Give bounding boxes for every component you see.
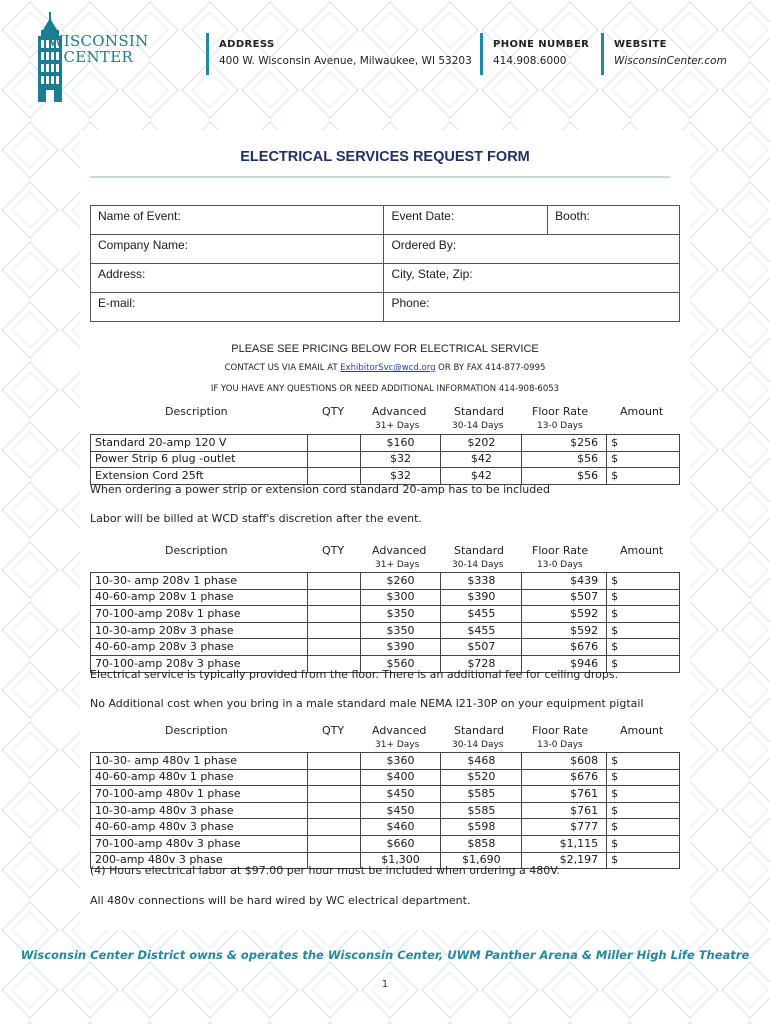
standard-price: $728 xyxy=(441,655,522,672)
col-header-floor-rate: Floor Rate xyxy=(532,405,589,418)
address-field[interactable]: Address: xyxy=(91,264,384,293)
phone-field[interactable]: Phone: xyxy=(384,293,680,322)
floor-rate-price: $761 xyxy=(522,786,607,803)
table-row xyxy=(91,435,680,452)
col-header-amount: Amount xyxy=(620,724,664,737)
table-row xyxy=(91,819,680,836)
col-header-amount: Amount xyxy=(620,544,664,557)
table-row xyxy=(91,802,680,819)
row-description: Standard 20-amp 120 V xyxy=(91,435,308,452)
qty-input[interactable] xyxy=(307,835,360,852)
contact-note xyxy=(0,363,770,373)
standard-price: $468 xyxy=(441,753,522,770)
table-row xyxy=(91,835,680,852)
row-description: 40-60-amp 208v 3 phase xyxy=(91,639,308,656)
floor-rate-price: $761 xyxy=(522,802,607,819)
advanced-price: $450 xyxy=(360,786,441,803)
table-row xyxy=(91,622,680,639)
qty-input[interactable] xyxy=(307,639,360,656)
section-note: All 480v connections will be hard wired by WC electrical department. xyxy=(90,894,471,907)
qty-input[interactable] xyxy=(307,573,360,590)
booth-field[interactable]: Booth: xyxy=(548,206,680,235)
table-row xyxy=(91,573,680,590)
standard-price: $520 xyxy=(441,769,522,786)
qty-input[interactable] xyxy=(307,819,360,836)
col-header-qty: QTY xyxy=(322,724,345,737)
page-title: ELECTRICAL SERVICES REQUEST FORM xyxy=(240,149,530,165)
amount-field[interactable]: $ xyxy=(607,835,680,852)
col-header-description: Description xyxy=(165,405,228,418)
amount-field[interactable]: $ xyxy=(607,639,680,656)
col-header-amount: Amount xyxy=(620,405,664,418)
website-value[interactable]: WisconsinCenter.com xyxy=(614,55,727,67)
advanced-price: $32 xyxy=(360,468,441,485)
col-header-description: Description xyxy=(165,544,228,557)
table-row xyxy=(91,451,680,468)
floor-rate-price: $777 xyxy=(522,819,607,836)
row-description: 40-60-amp 480v 1 phase xyxy=(91,769,308,786)
standard-price: $338 xyxy=(441,573,522,590)
col-sub-floor-rate: 13-0 Days xyxy=(537,560,583,570)
row-description: 10-30-amp 480v 3 phase xyxy=(91,802,308,819)
address-block xyxy=(206,33,472,75)
price-table xyxy=(90,434,680,485)
col-header-qty: QTY xyxy=(322,544,345,557)
col-header-advanced: Advanced xyxy=(372,405,427,418)
address-label: ADDRESS xyxy=(219,39,275,50)
advanced-price: $1,300 xyxy=(360,852,441,869)
amount-field[interactable]: $ xyxy=(607,852,680,869)
floor-rate-price: $439 xyxy=(522,573,607,590)
amount-field[interactable]: $ xyxy=(607,435,680,452)
table-row xyxy=(91,589,680,606)
advanced-price: $32 xyxy=(360,451,441,468)
table-row xyxy=(91,769,680,786)
row-description: 10-30- amp 208v 1 phase xyxy=(91,573,308,590)
page-number: 1 xyxy=(381,979,389,990)
qty-input[interactable] xyxy=(307,468,360,485)
row-description: 70-100-amp 480v 1 phase xyxy=(91,786,308,803)
row-description: 70-100-amp 480v 3 phase xyxy=(91,835,308,852)
col-sub-standard: 30-14 Days xyxy=(452,421,504,431)
phone-block xyxy=(480,33,589,75)
city-state-zip-field[interactable]: City, State, Zip: xyxy=(384,264,680,293)
section-note: When ordering a power strip or extension cord standard 20-amp has to be included xyxy=(90,483,550,496)
floor-rate-price: $56 xyxy=(522,451,607,468)
col-sub-floor-rate: 13-0 Days xyxy=(537,421,583,431)
col-sub-advanced: 31+ Days xyxy=(375,740,420,750)
section-note: No Additional cost when you bring in a male standard male NEMA l21-30P on your equipment pigtail xyxy=(90,697,644,710)
qty-input[interactable] xyxy=(307,589,360,606)
address-value: 400 W. Wisconsin Avenue, Milwaukee, WI 53203 xyxy=(219,55,472,67)
questions-note: IF YOU HAVE ANY QUESTIONS OR NEED ADDITIONAL INFORMATION 414-908-6053 xyxy=(210,384,560,394)
table-row xyxy=(91,786,680,803)
price-table xyxy=(90,752,680,869)
qty-input[interactable] xyxy=(307,753,360,770)
qty-input[interactable] xyxy=(307,622,360,639)
col-header-standard: Standard xyxy=(454,544,505,557)
standard-price: $598 xyxy=(441,819,522,836)
advanced-price: $160 xyxy=(360,435,441,452)
standard-price: $1,690 xyxy=(441,852,522,869)
row-description: 40-60-amp 480v 3 phase xyxy=(91,819,308,836)
website-label: WEBSITE xyxy=(614,39,667,50)
floor-rate-price: $507 xyxy=(522,589,607,606)
table-row xyxy=(91,639,680,656)
amount-field[interactable]: $ xyxy=(607,606,680,623)
event-info-table xyxy=(90,205,680,322)
row-description: 10-30- amp 480v 1 phase xyxy=(91,753,308,770)
phone-label: PHONE NUMBER xyxy=(493,39,590,50)
col-sub-advanced: 31+ Days xyxy=(375,421,420,431)
pricing-note: PLEASE SEE PRICING BELOW FOR ELECTRICAL SERVICE xyxy=(231,343,539,355)
contact-prefix: CONTACT US VIA EMAIL AT xyxy=(224,363,341,373)
col-header-advanced: Advanced xyxy=(372,544,427,557)
logo-line1: WISCONSIN xyxy=(48,32,149,50)
standard-price: $585 xyxy=(441,786,522,803)
section-note: Electrical service is typically provided from the floor. There is an additional fee for ceiling drops. xyxy=(90,668,619,681)
table-row xyxy=(91,753,680,770)
advanced-price: $660 xyxy=(360,835,441,852)
amount-field[interactable]: $ xyxy=(607,451,680,468)
floor-rate-price: $608 xyxy=(522,753,607,770)
event-name-field[interactable]: Name of Event: xyxy=(91,206,384,235)
ordered-by-field[interactable]: Ordered By: xyxy=(384,235,680,264)
qty-input[interactable] xyxy=(307,769,360,786)
standard-price: $202 xyxy=(441,435,522,452)
company-name-field[interactable]: Company Name: xyxy=(91,235,384,264)
standard-price: $455 xyxy=(441,622,522,639)
contact-email-link[interactable]: ExhibitorSvc@wcd.org xyxy=(340,363,436,373)
amount-field[interactable]: $ xyxy=(607,802,680,819)
row-description: Power Strip 6 plug -outlet xyxy=(91,451,308,468)
logo-wordmark xyxy=(48,33,149,65)
row-description: 70-100-amp 208v 1 phase xyxy=(91,606,308,623)
qty-input[interactable] xyxy=(307,786,360,803)
logo-line2: CENTER xyxy=(63,48,134,66)
table-row xyxy=(91,468,680,485)
amount-field[interactable]: $ xyxy=(607,655,680,672)
advanced-price: $350 xyxy=(360,606,441,623)
email-field[interactable]: E-mail: xyxy=(91,293,384,322)
advanced-price: $560 xyxy=(360,655,441,672)
col-sub-floor-rate: 13-0 Days xyxy=(537,740,583,750)
floor-rate-price: $676 xyxy=(522,639,607,656)
advanced-price: $460 xyxy=(360,819,441,836)
amount-field[interactable]: $ xyxy=(607,622,680,639)
amount-field[interactable]: $ xyxy=(607,786,680,803)
col-header-advanced: Advanced xyxy=(372,724,427,737)
standard-price: $42 xyxy=(441,451,522,468)
floor-rate-price: $256 xyxy=(522,435,607,452)
floor-rate-price: $676 xyxy=(522,769,607,786)
floor-rate-price: $592 xyxy=(522,606,607,623)
floor-rate-price: $946 xyxy=(522,655,607,672)
footer-text: Wisconsin Center District owns & operates the Wisconsin Center, UWM Panther Arena & Miller High Life Theatre xyxy=(20,948,750,962)
section-note: Labor will be billed at WCD staff's discretion after the event. xyxy=(90,512,422,525)
row-description: 10-30-amp 208v 3 phase xyxy=(91,622,308,639)
standard-price: $585 xyxy=(441,802,522,819)
row-description: 70-100-amp 208v 3 phase xyxy=(91,655,308,672)
title-divider xyxy=(90,176,670,178)
floor-rate-price: $1,115 xyxy=(522,835,607,852)
col-header-standard: Standard xyxy=(454,724,505,737)
amount-field[interactable]: $ xyxy=(607,769,680,786)
amount-field[interactable]: $ xyxy=(607,819,680,836)
floor-rate-price: $56 xyxy=(522,468,607,485)
phone-value: 414.908.6000 xyxy=(493,55,567,67)
qty-input[interactable] xyxy=(307,451,360,468)
standard-price: $455 xyxy=(441,606,522,623)
amount-field[interactable]: $ xyxy=(607,573,680,590)
row-description: Extension Cord 25ft xyxy=(91,468,308,485)
website-block xyxy=(601,33,727,75)
advanced-price: $360 xyxy=(360,753,441,770)
section-note: (4) Hours electrical labor at $97.00 per hour must be included when ordering a 480V. xyxy=(90,864,560,877)
col-sub-standard: 30-14 Days xyxy=(452,740,504,750)
col-sub-standard: 30-14 Days xyxy=(452,560,504,570)
qty-input[interactable] xyxy=(307,606,360,623)
amount-field[interactable]: $ xyxy=(607,753,680,770)
col-header-qty: QTY xyxy=(322,405,345,418)
floor-rate-price: $592 xyxy=(522,622,607,639)
price-table xyxy=(90,572,680,673)
col-header-description: Description xyxy=(165,724,228,737)
advanced-price: $300 xyxy=(360,589,441,606)
advanced-price: $400 xyxy=(360,769,441,786)
floor-rate-price: $2,197 xyxy=(522,852,607,869)
standard-price: $42 xyxy=(441,468,522,485)
row-description: 40-60-amp 208v 1 phase xyxy=(91,589,308,606)
qty-input[interactable] xyxy=(307,435,360,452)
standard-price: $858 xyxy=(441,835,522,852)
table-row xyxy=(91,606,680,623)
row-description: 200-amp 480v 3 phase xyxy=(91,852,308,869)
advanced-price: $350 xyxy=(360,622,441,639)
col-header-floor-rate: Floor Rate xyxy=(532,724,589,737)
standard-price: $390 xyxy=(441,589,522,606)
col-header-standard: Standard xyxy=(454,405,505,418)
col-sub-advanced: 31+ Days xyxy=(375,560,420,570)
event-date-field[interactable]: Event Date: xyxy=(384,206,548,235)
amount-field[interactable]: $ xyxy=(607,468,680,485)
advanced-price: $260 xyxy=(360,573,441,590)
advanced-price: $450 xyxy=(360,802,441,819)
advanced-price: $390 xyxy=(360,639,441,656)
col-header-floor-rate: Floor Rate xyxy=(532,544,589,557)
contact-suffix: OR BY FAX 414-877-0995 xyxy=(435,363,546,373)
qty-input[interactable] xyxy=(307,802,360,819)
amount-field[interactable]: $ xyxy=(607,589,680,606)
standard-price: $507 xyxy=(441,639,522,656)
